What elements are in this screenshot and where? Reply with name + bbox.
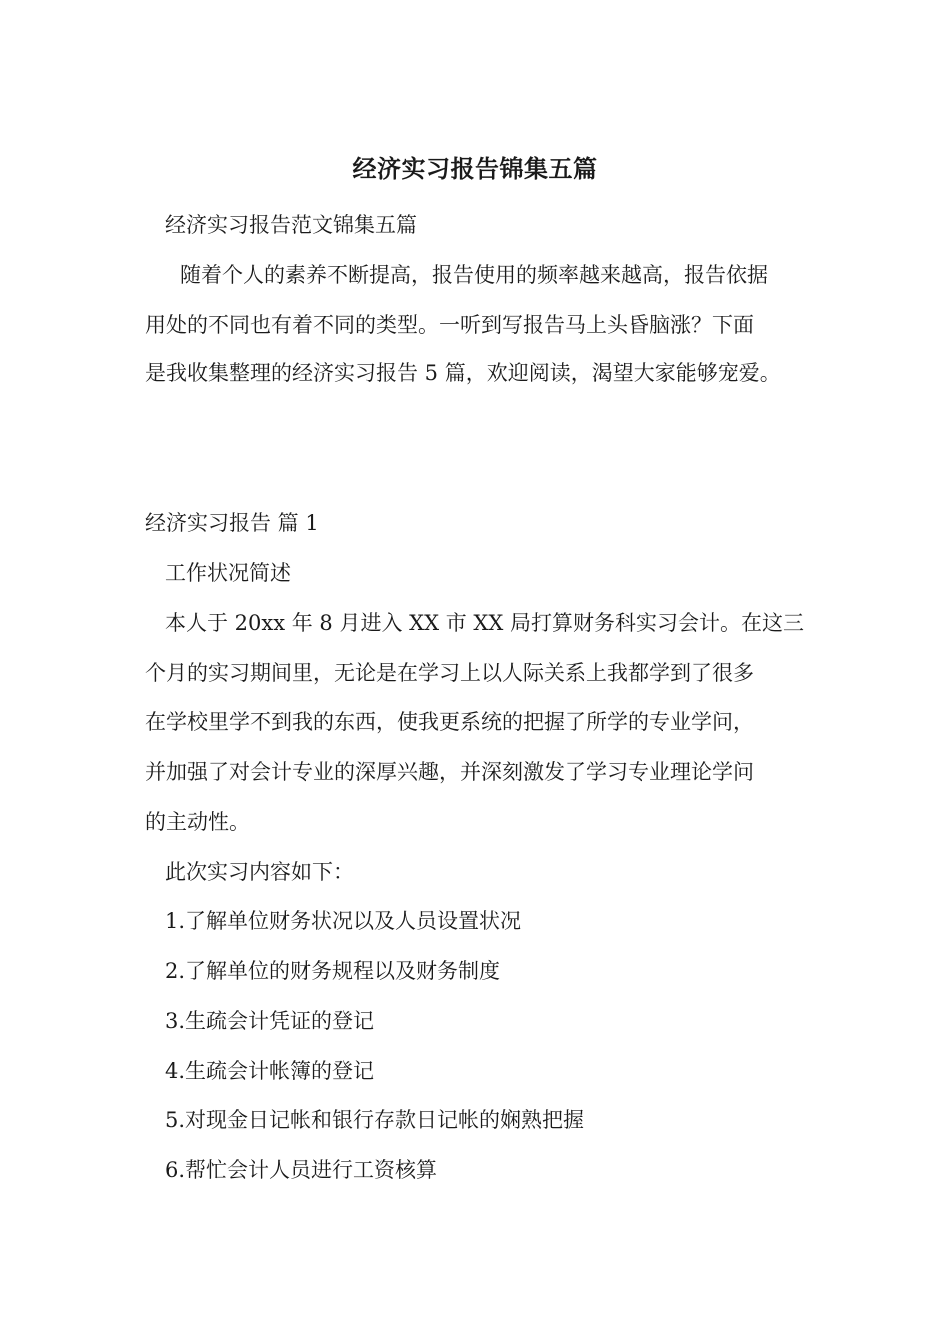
section-heading: 经济实习报告 篇 1 (145, 511, 319, 535)
intro-paragraph-line: 是我收集整理的经济实习报告 5 篇，欢迎阅读，渴望大家能够宠爱。 (145, 361, 781, 385)
list-item: 5.对现金日记帐和银行存款日记帐的娴熟把握 (165, 1108, 585, 1132)
body-paragraph-line: 本人于 20xx 年 8 月进入 XX 市 XX 局打算财务科实习会计。在这三 (165, 611, 804, 635)
list-item: 3.生疏会计凭证的登记 (165, 1009, 375, 1033)
document-title: 经济实习报告锦集五篇 (352, 155, 598, 183)
list-item: 1.了解单位财务状况以及人员设置状况 (165, 909, 522, 933)
intro-paragraph-line: 随着个人的素养不断提高，报告使用的频率越来越高，报告依据 (180, 263, 768, 287)
body-paragraph-line: 在学校里学不到我的东西，使我更系统的把握了所学的专业学问， (145, 710, 754, 734)
subsection-heading: 工作状况简述 (165, 561, 291, 585)
subtitle-line: 经济实习报告范文锦集五篇 (165, 213, 417, 237)
list-item: 4.生疏会计帐簿的登记 (165, 1059, 375, 1083)
intro-paragraph-line: 用处的不同也有着不同的类型。一听到写报告马上头昏脑涨？下面 (145, 313, 754, 337)
body-paragraph-line: 的主动性。 (145, 810, 250, 834)
list-item: 2.了解单位的财务规程以及财务制度 (165, 959, 501, 983)
body-paragraph-line: 个月的实习期间里，无论是在学习上以人际关系上我都学到了很多 (145, 661, 754, 685)
list-item: 6.帮忙会计人员进行工资核算 (165, 1158, 438, 1182)
list-intro: 此次实习内容如下： (165, 860, 354, 884)
body-paragraph-line: 并加强了对会计专业的深厚兴趣，并深刻激发了学习专业理论学问 (145, 760, 754, 784)
